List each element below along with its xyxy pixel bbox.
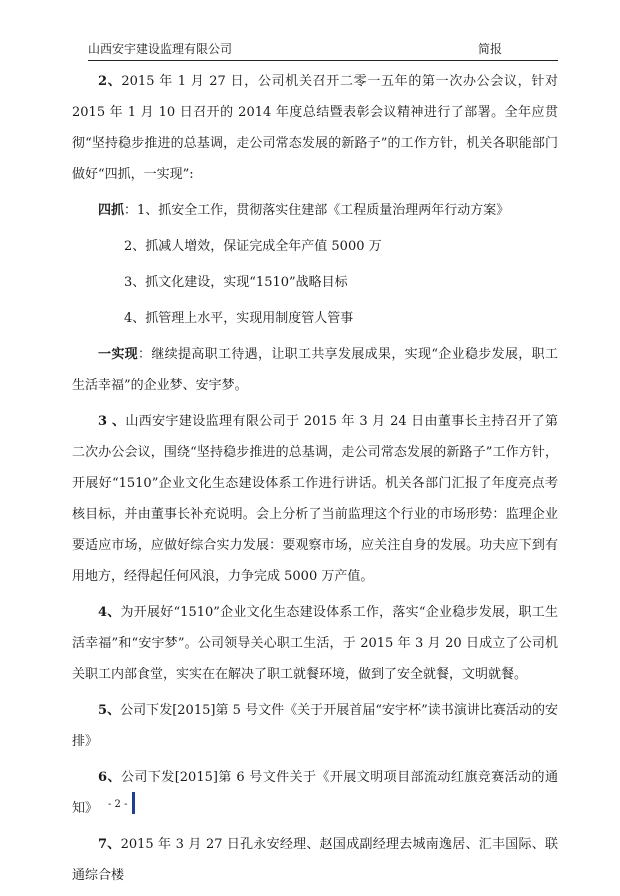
paragraph-5-text: 公司下发[2015]第 5 号文件《关于开展首届“安宇杯”读书演讲比赛活动的安排》	[72, 703, 559, 749]
sizhua-item-1-text: ：1、抓安全工作，贯彻落实住建部《工程质量治理两年行动方案》	[124, 203, 510, 218]
page-number: - 2 -	[108, 799, 128, 810]
paragraph-3-text: 山西安宇建设监理有限公司于 2015 年 3 月 24 日由董事长主持召开了第二次办公会议，围绕“坚持稳步推进的总基调，走公司常态发展的新路子”工作方针，开展好“1510”企业文化生态建设体系工作进行讲话。机关各部门汇报了年度亮点考核目标，并由董事长补充说明。会上分析了当前监理这个行业的市场形势：监理企业要适应市场，应做好综合实力发展：要观察市场，应关注自身的发展。功夫应下到有用地方，经得起任何风浪，力争完成 5000 万产值。	[72, 414, 558, 584]
paragraph-7-text: 2015 年 3 月 27 日孔永安经理、赵国成副经理去城南逸居、汇丰国际、联通综合楼	[72, 837, 559, 883]
paragraph-3-number: 3 、	[98, 414, 126, 429]
header-section-title: 简报	[478, 42, 503, 56]
paragraph-5	[72, 695, 558, 757]
paragraph-4-number: 4、	[98, 605, 121, 620]
paragraph-3	[72, 406, 558, 592]
shixian-label: 一实现	[98, 347, 138, 362]
sizhua-item-4: 4、抓管理上水平，实现用制度管人管事	[124, 311, 354, 326]
sizhua-item-1	[72, 195, 558, 226]
sizhua-item-2: 2、抓减人增效，保证完成全年产值 5000 万	[124, 239, 382, 254]
page-header	[88, 40, 558, 61]
sizhua-item-3: 3、抓文化建设，实现“1510”战略目标	[124, 275, 348, 290]
paragraph-7	[72, 829, 558, 891]
page-footer	[108, 796, 127, 814]
paragraph-5-number: 5、	[98, 703, 121, 718]
document-body	[72, 66, 558, 896]
paragraph-2	[72, 66, 558, 190]
shixian-text: ：继续提高职工待遇，让职工共享发展成果，实现“企业稳步发展，职工生活幸福”的企业梦、安宇梦。	[72, 347, 558, 393]
paragraph-4-text: 为开展好“1510”企业文化生态建设体系工作，落实“企业稳步发展，职工生活幸福”和“安宇梦”。公司领导关心职工生活，于 2015 年 3 月 20 日成立了公司机关职工内部食堂，实实在在解决了职工就餐环境，做到了安全就餐，文明就餐。	[72, 605, 558, 682]
paragraph-4	[72, 597, 558, 690]
footer-accent-bar	[132, 792, 135, 814]
paragraph-6	[72, 762, 558, 824]
paragraph-7-number: 7、	[98, 837, 121, 852]
paragraph-6-number: 6、	[98, 770, 121, 785]
sizhua-label: 四抓	[98, 203, 125, 218]
paragraph-2-number: 2、	[98, 74, 122, 89]
shixian-paragraph	[72, 339, 558, 401]
paragraph-6-text: 公司下发[2015]第 6 号文件关于《开展文明项目部流动红旗竞赛活动的通知》	[72, 770, 559, 816]
paragraph-2-text: 2015 年 1 月 27 日，公司机关召开二零一五年的第一次办公会议，针对 2015 年 1 月 10 日召开的 2014 年度总结暨表彰会议精神进行了部署。全年应贯彻“坚持稳步推进的总基调，走公司常态发展的新路子”的工作方针，机关各职能部门做好“四抓，一实现”:	[72, 74, 559, 182]
header-company-name: 山西安宇建设监理有限公司	[88, 42, 233, 56]
